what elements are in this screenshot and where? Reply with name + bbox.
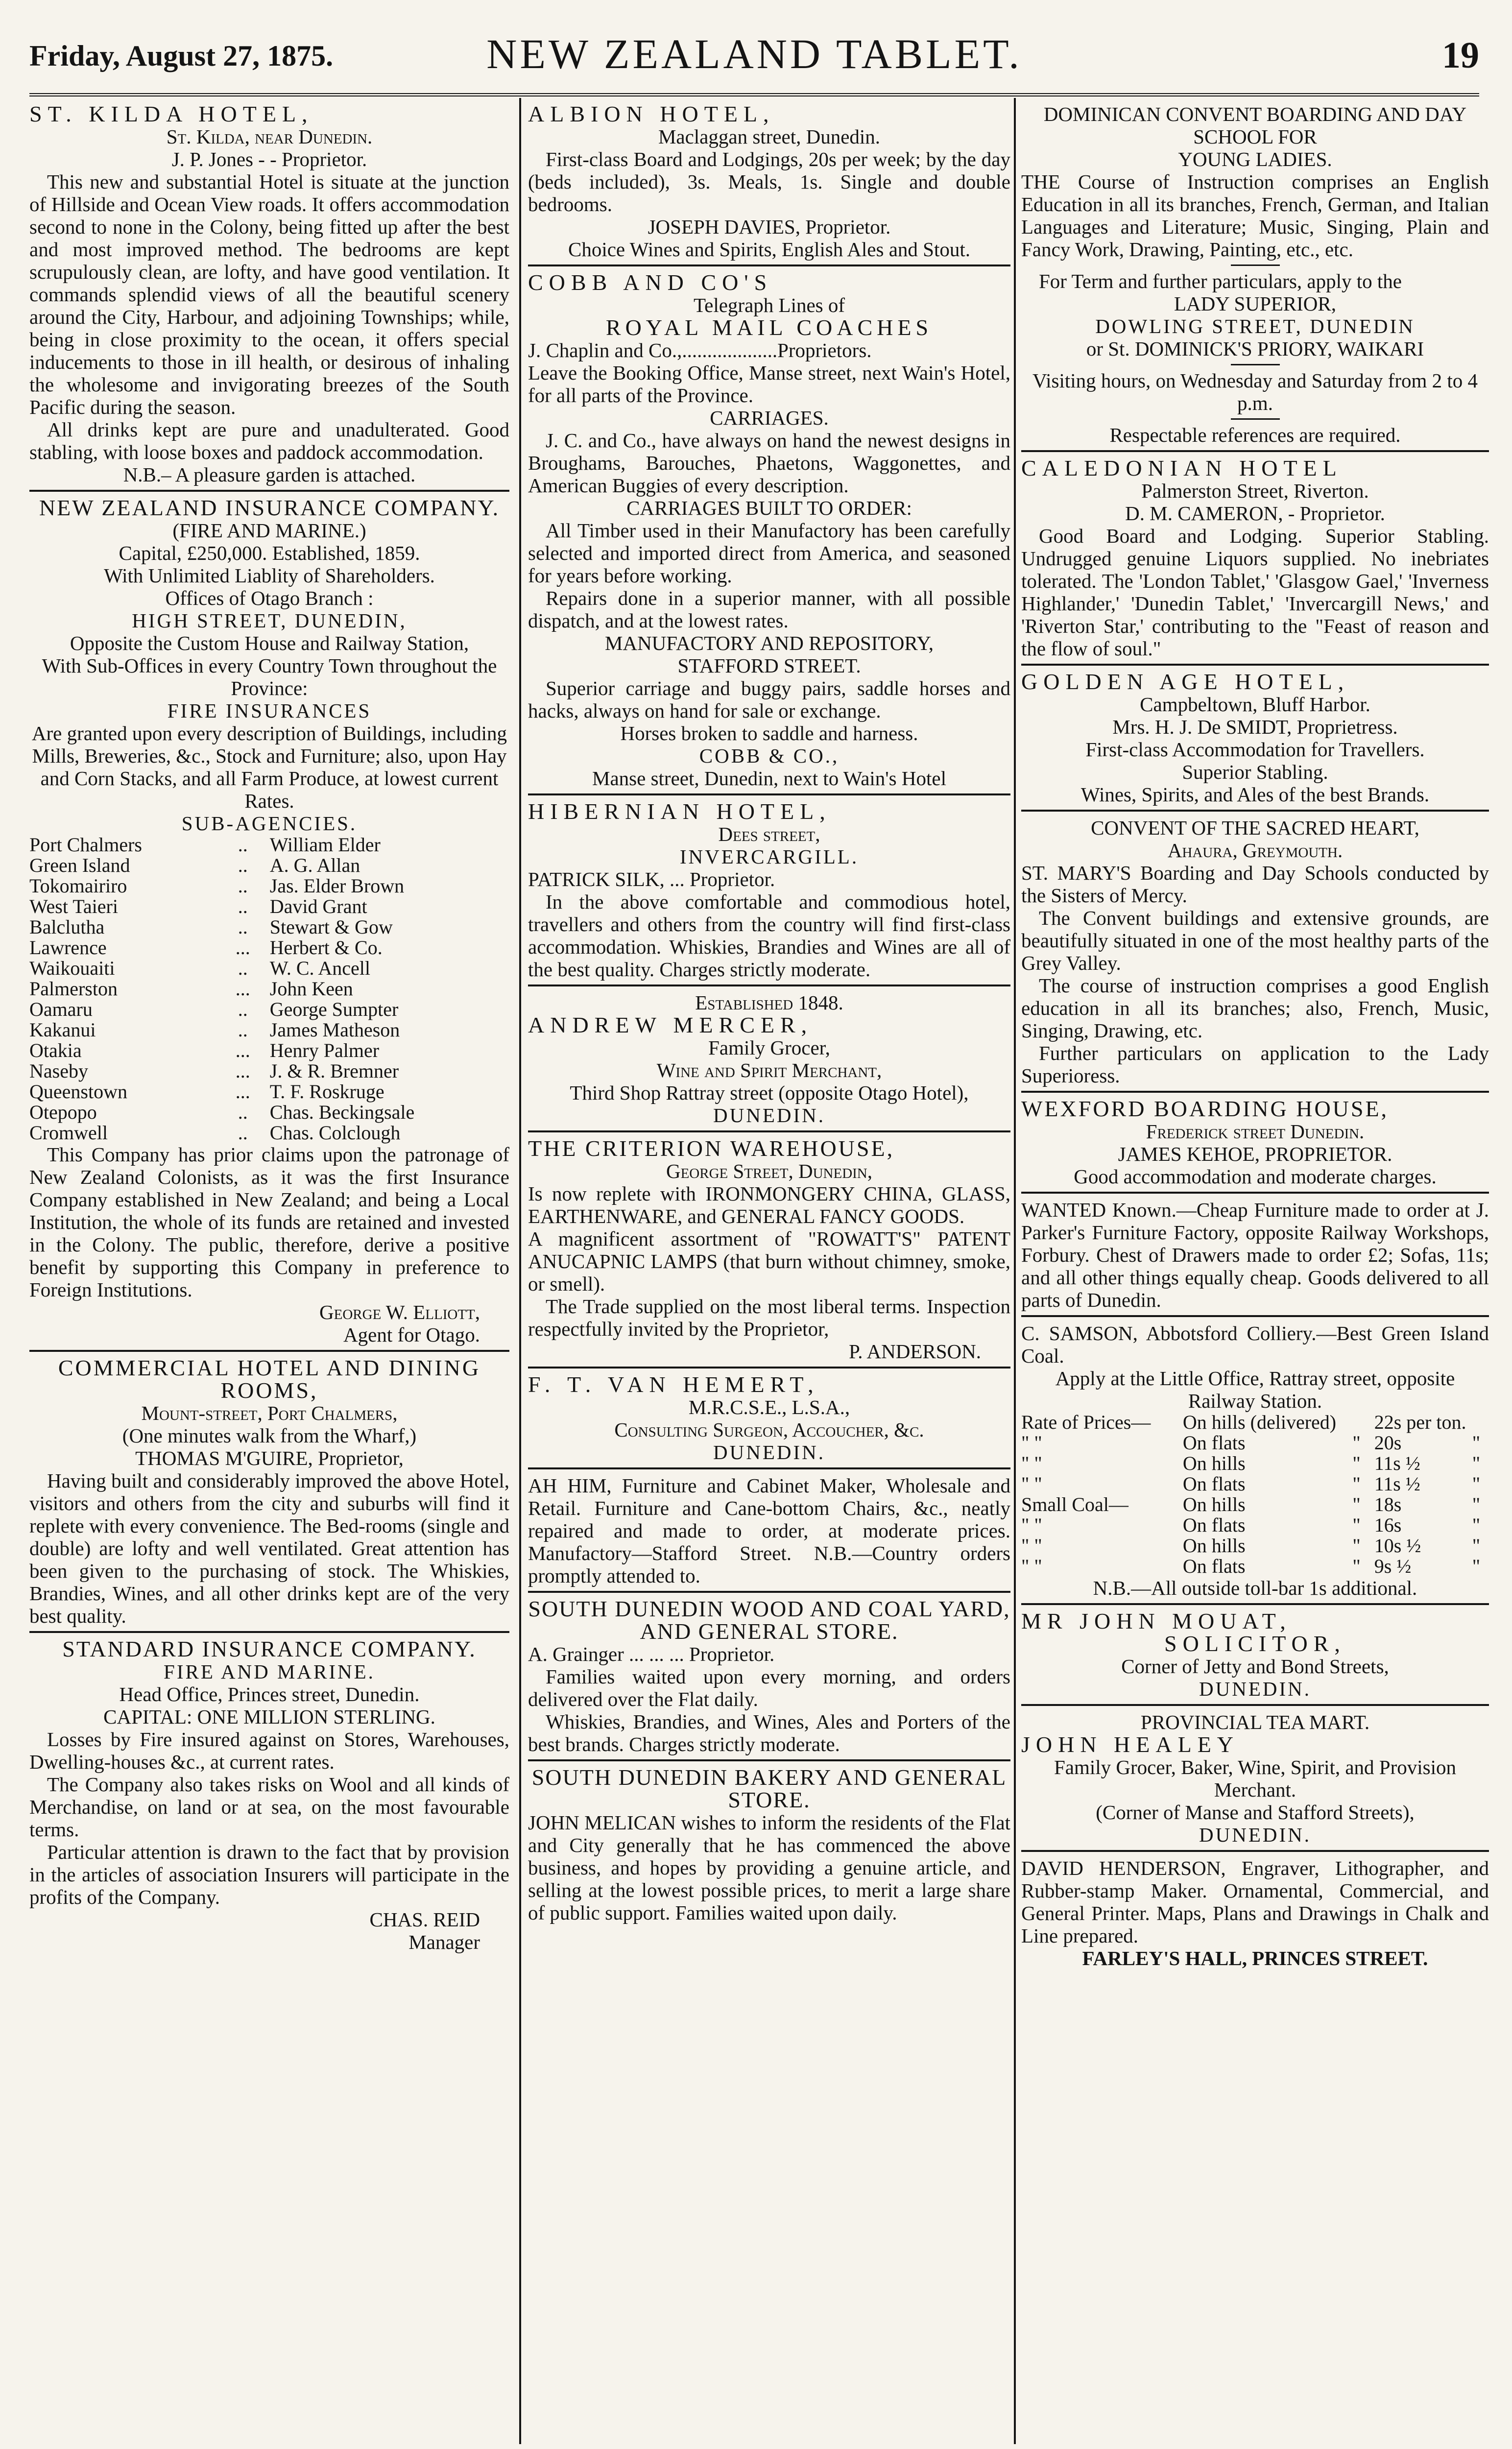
table-row [1021,1453,1489,1474]
table-row [1021,1474,1489,1494]
coal-header-cell: 22s per ton. [1374,1411,1466,1433]
agent-dots: .. [238,834,248,856]
agent-name: T. F. Roskruge [269,1080,384,1103]
ad-telegraph: Telegraph Lines of [693,294,845,316]
ad-heading: CONVENT OF THE SACRED HEART, [1091,816,1419,839]
ad-heading: NEW ZEALAND INSURANCE COMPANY. [39,495,500,520]
ad-suboffices: With Sub-Offices in every Country Town throughout the Province: [42,654,497,699]
ad-heading: JOHN HEALEY [1021,1732,1240,1757]
ad-repairs: Repairs done in a superior manner, with all possible dispatch, and at the lowest rates. [528,587,1010,632]
coal-price-cell: " [1352,1535,1361,1557]
coal-price-cell: On flats [1182,1432,1246,1454]
samson-coal-ad [1021,1317,1489,1605]
john-healey-ad [1021,1706,1489,1852]
ad-address: Campbeltown, Bluff Harbor. [1140,693,1370,716]
ad-address: Mount-street, Port Chalmers, [141,1402,398,1424]
ad-heading: CALEDONIAN HOTEL [1021,456,1343,480]
column-rule-1 [519,98,521,2444]
ad-signature: CHAS. REID [369,1908,480,1931]
agent-place: Lawrence [29,936,107,959]
ad-body: This new and substantial Hotel is situate at the junction of Hillside and Ocean View roads. It offers accommodation second to none in the Colony, being fitted up after the best and most improved method. The bedrooms are kept scrupulously clean, are lofty, and have good ventilation. It commands splendid views of all the beautiful scenery around the City, Harbour, and adjoining Townships; while, being in close proximity to the ocean, it offers special inducements to those in ill health, or desirous of inhaling the wholesome and invigorating breezes of the South Pacific during the season. [29,170,509,418]
ad-address: DOWLING STREET, DUNEDIN [1095,315,1415,337]
ad-town: DUNEDIN. [1199,1678,1311,1700]
ad-accommodation: First-class Accommodation for Travellers. [1085,738,1425,761]
table-row [29,1020,509,1040]
david-henderson-ad [1021,1852,1489,1973]
ad-address: HIGH STREET, DUNEDIN, [132,609,407,632]
ad-signature-title: Manager [408,1931,480,1953]
ad-body: Families waited upon every morning, and orders delivered over the Flat daily. [528,1665,1010,1710]
coal-header-cell: Rate of Prices— [1021,1411,1151,1433]
agent-place: Green Island [29,854,130,876]
van-hemert-ad [528,1369,1010,1469]
agent-dots: ... [235,1080,250,1103]
hibernian-hotel-ad [528,795,1010,986]
agent-name: Stewart & Gow [269,916,393,938]
ad-signature: George W. Elliott, [319,1301,480,1323]
table-row [1021,1536,1489,1556]
ad-heading: COBB AND CO'S [528,270,773,295]
bakery-ad [528,1761,1010,1928]
ad-proprietor: JOSEPH DAVIES, Proprietor. [648,216,891,238]
column-1 [29,98,509,2439]
coal-price-cell: " [1472,1535,1481,1557]
agent-dots: ... [235,1060,250,1082]
ad-priory: or St. DOMINICK'S PRIORY, WAIKARI [1086,337,1424,360]
ad-line: ROYAL MAIL COACHES [605,315,933,340]
agent-name: James Matheson [269,1019,400,1041]
ad-shop: Third Shop Rattray street (opposite Otago Hotel), [570,1081,969,1104]
ad-carriages-text: J. C. and Co., have always on hand the newest designs in Broughams, Barouches, Phaetons, Waggonettes, and American Buggies of every description. [528,429,1010,497]
coal-price-cell: 10s ½ [1374,1535,1421,1557]
ad-heading: SOUTH DUNEDIN WOOD AND COAL YARD, AND GENERAL STORE. [528,1596,1010,1644]
coal-price-table [1021,1412,1489,1577]
coal-price-cell: " [1352,1493,1361,1515]
ad-role: Consulting Surgeon, Accoucher, &c. [614,1418,924,1441]
ad-town: DUNEDIN. [713,1104,825,1127]
agent-dots: .. [238,854,248,876]
ad-address: Corner of Jetty and Bond Streets, [1121,1655,1389,1678]
ad-references: Respectable references are required. [1109,424,1401,446]
coal-price-cell: " [1352,1432,1361,1454]
coal-price-cell: " [1352,1555,1361,1577]
table-row [29,958,509,979]
criterion-warehouse-ad [528,1132,1010,1369]
ad-title: SOLICITOR, [1164,1631,1346,1656]
coal-price-cell: " [1472,1555,1481,1577]
coal-price-cell: On flats [1182,1514,1246,1536]
albion-hotel-ad [528,98,1010,266]
ad-proprietors: J. Chaplin and Co.,...................Proprietors. [528,339,872,361]
ad-corner: (Corner of Manse and Stafford Streets), [1096,1801,1415,1824]
ad-body: Is now replete with IRONMONGERY CHINA, GLASS, EARTHENWARE, and GENERAL FANCY GOODS. [528,1182,1010,1227]
agent-name: W. C. Ancell [269,957,370,979]
page-number: 19 [1442,35,1479,76]
ad-apply: Apply at the Little Office, Rattray street, opposite Railway Station. [1055,1367,1455,1412]
coal-price-cell: " " [1021,1452,1042,1474]
agent-name: William Elder [269,834,381,856]
ad-liability: With Unlimited Liablity of Shareholders. [104,564,435,587]
ad-walk: (One minutes walk from the Wharf,) [122,1424,417,1447]
coal-price-cell: 11s ½ [1374,1452,1420,1474]
agent-place: Palmerston [29,978,118,1000]
ad-heading: SOUTH DUNEDIN BAKERY AND GENERAL STORE. [531,1765,1007,1812]
ad-built: CARRIAGES BUILT TO ORDER: [626,497,912,519]
ad-trade: Family Grocer, Baker, Wine, Spirit, and Provision Merchant. [1054,1756,1457,1801]
ad-capital: CAPITAL: ONE MILLION STERLING. [103,1705,435,1728]
ad-body: The Convent buildings and extensive grounds, are beautifully situated in one of the most healthy parts of the Grey Valley. [1021,907,1489,974]
ad-heading: ALBION HOTEL, [528,101,775,126]
table-row [1021,1494,1489,1515]
agent-place: Kakanui [29,1019,96,1041]
ad-proprietor: PATRICK SILK, ... Proprietor. [528,868,775,890]
ad-body: First-class Board and Lodgings, 20s per week; by the day (beds included), 3s. Meals, 1s. Single and double bedrooms. [528,148,1010,216]
ad-heading: C. SAMSON, Abbotsford Colliery.—Best Green Island Coal. [1021,1322,1489,1367]
agent-place: Tokomairiro [29,875,127,897]
agent-place: Oamaru [29,998,93,1020]
table-row [29,876,509,896]
column-rule-2 [1014,98,1016,2444]
agent-place: Port Chalmers [29,834,142,856]
agents-table [29,835,509,1143]
ad-body: JOHN MELICAN wishes to inform the residents of the Flat and City generally that he has commenced the above business, and hopes by providing a genuine article, and selling at the lowest possible prices, to merit a large share of public support. Families waited upon daily. [528,1811,1010,1924]
coal-price-cell: " [1352,1452,1361,1474]
ad-wines: Wines, Spirits, and Ales of the best Brands. [1080,783,1430,806]
coal-price-cell: " " [1021,1535,1042,1557]
ad-heading: DOMINICAN CONVENT BOARDING AND DAY SCHOOL FOR [1043,103,1467,148]
issue-date: Friday, August 27, 1875. [29,40,334,72]
coal-price-cell: " [1352,1473,1361,1495]
ad-heading: MR JOHN MOUAT, [1021,1609,1292,1633]
coal-price-cell: On hills [1182,1535,1246,1557]
ad-body: THE Course of Instruction comprises an English Education in all its branches, French, German, and Italian Languages and Literature; Music, Singing, Plain and Fancy Work, Drawing, Painting, etc., etc. [1021,170,1489,261]
column-2 [528,98,1010,2439]
ad-agencies-heading: SUB-AGENCIES. [181,812,358,835]
ad-body: Good Board and Lodging. Superior Stabling. Undrugged genuine Liquors supplied. No inebriates tolerated. The 'London Tablet,' 'Glasgow Gael,' 'Inverness Highlander,' 'Dunedin Tablet,' 'Invercargill News,' and 'Riverton Star,' contributing to the "Feast of reason and the flow of soul." [1021,525,1489,660]
coal-price-cell: " [1472,1432,1481,1454]
agent-dots: .. [238,957,248,979]
agent-dots: .. [238,1122,248,1144]
ad-heading: ANDREW MERCER, [528,1012,813,1037]
coal-price-cell: " [1472,1473,1481,1495]
ad-heading: WEXFORD BOARDING HOUSE, [1021,1096,1389,1121]
caledonian-hotel-ad [1021,452,1489,666]
agent-name: J. & R. Bremner [269,1060,399,1082]
column-3 [1021,98,1489,2439]
coal-price-cell: " [1472,1514,1481,1536]
table-row [1021,1433,1489,1453]
table-row [29,1081,509,1102]
agent-dots: .. [238,1019,248,1041]
table-row [29,1123,509,1143]
agent-dots: .. [238,998,248,1020]
ad-heading: STANDARD INSURANCE COMPANY. [62,1636,477,1661]
ad-mart: PROVINCIAL TEA MART. [1140,1711,1370,1733]
ad-office: Head Office, Princes street, Dunedin. [119,1683,420,1705]
ad-heading: ST. KILDA HOTEL, [29,101,313,126]
wood-coal-yard-ad [528,1593,1010,1761]
ad-fire-text: Are granted upon every description of Buildings, including Mills, Breweries, &c., Stock and Furniture; also, upon Hay and Corn Stacks, and all Farm Produce, at lowest current Rates. [31,722,507,812]
st-kilda-hotel-ad [29,98,509,492]
ad-closing: This Company has prior claims upon the patronage of New Zealand Colonists, as it was the first Insurance Company established in New Zealand; and being a Local Institution, the whole of its funds are retained and invested in the Colony. The public, therefore, derive a positive benefit by supporting this Company in preference to Foreign Institutions. [29,1143,509,1301]
table-row [29,979,509,999]
coal-price-cell: " " [1021,1473,1042,1495]
table-row [29,1061,509,1081]
ad-body: The course of instruction comprises a good English education in all its branches; also, French, Music, Singing, Drawing, etc. [1021,974,1489,1042]
agent-name: Chas. Beckingsale [269,1101,415,1123]
coal-price-cell: 16s [1374,1514,1402,1536]
newspaper-title: NEW ZEALAND TABLET. [486,30,1022,77]
ad-carriages: CARRIAGES. [710,407,829,429]
ad-superior: LADY SUPERIOR, [1174,292,1337,315]
coal-price-cell: On flats [1182,1555,1246,1577]
ad-proprietor: JAMES KEHOE, PROPRIETOR. [1118,1143,1392,1165]
ad-body: AH HIM, Furniture and Cabinet Maker, Wholesale and Retail. Furniture and Cane-bottom Chairs, &c., neatly repaired and made to order, at moderate prices. Manufactory—Stafford Street. N.B.—Country orders promptly attended to. [528,1474,1010,1587]
ad-trade: Family Grocer, [708,1036,830,1059]
ad-superior: Superior carriage and buggy pairs, saddle horses and hacks, always on hand for sale or exchange. [528,677,1010,722]
ad-address: Maclaggan street, Dunedin. [658,125,881,148]
ad-fire-heading: FIRE INSURANCES [167,699,372,722]
coal-price-cell: " [1472,1493,1481,1515]
ad-owner: Mrs. H. J. De SMIDT, Proprietress. [1112,716,1398,738]
nz-insurance-ad [29,492,509,1352]
table-row [29,896,509,917]
ad-trade: The Trade supplied on the most liberal terms. Inspection respectfully invited by the Proprietor, [528,1295,1010,1340]
ad-body: Whiskies, Brandies, and Wines, Ales and Porters of the best brands. Charges strictly moderate. [528,1710,1010,1755]
ad-subheading: FIRE AND MARINE. [164,1660,375,1683]
wexford-boarding-house-ad [1021,1093,1489,1194]
ad-heading: F. T. VAN HEMERT, [528,1372,819,1397]
ad-body: WANTED Known.—Cheap Furniture made to order at J. Parker's Furniture Factory, opposite Railway Workshops, Forbury. Chest of Drawers made to order £2; Sofas, 11s; and all other things equally cheap. Goods delivered to all parts of Dunedin. [1021,1199,1489,1311]
coal-price-cell: On hills [1182,1452,1246,1474]
ad-sign: COBB & CO., [699,744,840,767]
table-row [29,855,509,876]
ad-visiting: Visiting hours, on Wednesday and Saturday from 2 to 4 p.m. [1032,369,1478,414]
ad-established: Established 1848. [695,991,843,1014]
ad-terms: For Term and further particulars, apply to the [1039,270,1402,292]
coal-price-cell: On flats [1182,1473,1246,1495]
coal-price-cell: On hills [1182,1493,1246,1515]
standard-insurance-ad [29,1633,509,1957]
agent-name: Herbert & Co. [269,936,383,959]
rule [1231,364,1280,365]
masthead [29,0,1479,108]
ad-signature-title: Agent for Otago. [343,1323,480,1346]
john-mouat-ad [1021,1605,1489,1706]
ad-address: FARLEY'S HALL, PRINCES STREET. [1082,1947,1428,1969]
ad-proprietor: D. M. CAMERON, - Proprietor. [1125,502,1385,525]
coal-price-cell: 9s ½ [1374,1555,1412,1577]
ad-heading-2: YOUNG LADIES. [1178,148,1332,170]
table-row [29,937,509,958]
ad-wines: Choice Wines and Spirits, English Ales and Stout. [568,238,970,261]
agent-place: Otepopo [29,1101,97,1123]
ad-merchant: Wine and Spirit Merchant, [656,1059,882,1081]
coal-price-cell: " [1472,1452,1481,1474]
ad-note: N.B.– A pleasure garden is attached. [123,463,416,486]
coal-price-cell: 11s ½ [1374,1473,1420,1495]
ad-place: Ahaura, Greymouth. [1167,839,1343,862]
ah-him-ad [528,1469,1010,1593]
agent-place: West Taieri [29,895,118,917]
ad-body: Further particulars on application to the Lady Superioress. [1021,1042,1489,1087]
agent-dots: ... [235,1039,250,1061]
agent-dots: ... [235,936,250,959]
rule [1231,418,1280,420]
ad-sign-address: Manse street, Dunedin, next to Wain's Hotel [592,767,946,790]
ad-offices: Offices of Otago Branch : [165,587,374,609]
ad-body: ST. MARY'S Boarding and Day Schools conducted by the Sisters of Mercy. [1021,862,1489,907]
agent-place: Waikouaiti [29,957,115,979]
ad-town: DUNEDIN. [713,1441,825,1464]
ad-body: The Company also takes risks on Wool and all kinds of Merchandise, on land or at sea, on the most favourable terms. [29,1773,509,1841]
sacred-heart-convent-ad [1021,812,1489,1093]
agent-name: Jas. Elder Brown [269,875,405,897]
coal-price-cell: " [1352,1514,1361,1536]
ad-address: George Street, Dunedin, [666,1160,873,1182]
ad-street: Frederick street Dunedin. [1146,1120,1365,1143]
ad-town: INVERCARGILL. [679,845,859,868]
agent-name: Henry Palmer [269,1039,380,1061]
rule [1231,264,1280,266]
ad-proprietor: THOMAS M'GUIRE, Proprietor, [135,1447,404,1469]
dominican-convent-ad [1021,98,1489,452]
ad-built-text: All Timber used in their Manufactory has been carefully selected and imported direct from America, and seasoned for years before working. [528,519,1010,587]
agent-place: Queenstown [29,1080,127,1103]
ad-manufactory: MANUFACTORY AND REPOSITORY, [605,632,934,654]
ad-proprietor: A. Grainger ... ... ... Proprietor. [528,1643,775,1665]
table-row [1021,1515,1489,1536]
andrew-mercer-ad [528,986,1010,1132]
ad-opposite: Opposite the Custom House and Railway Station, [70,632,469,654]
table-row [29,835,509,855]
golden-age-hotel-ad [1021,666,1489,812]
agent-dots: .. [238,895,248,917]
ad-qualifications: M.R.C.S.E., L.S.A., [688,1396,850,1418]
table-row [29,999,509,1020]
ad-stabling: Superior Stabling. [1182,761,1328,783]
ad-stafford: STAFFORD STREET. [677,654,861,677]
coal-price-cell: " " [1021,1514,1042,1536]
agent-place: Cromwell [29,1122,108,1144]
ad-body: Good accommodation and moderate charges. [1074,1165,1437,1188]
ad-body: DAVID HENDERSON, Engraver, Lithographer, and Rubber-stamp Maker. Ornamental, Commercial, and General Printer. Maps, Plans and Drawings in Chalk and Line prepared. [1021,1857,1489,1947]
wanted-furniture-ad [1021,1194,1489,1317]
agent-name: A. G. Allan [269,854,360,876]
agent-dots: ... [235,978,250,1000]
coal-price-cell: " " [1021,1432,1042,1454]
ad-signature: P. ANDERSON. [849,1340,981,1363]
ad-capital: Capital, £250,000. Established, 1859. [119,542,420,564]
agent-name: Chas. Colclough [269,1122,401,1144]
ad-location: St. Kilda, near Dunedin. [166,125,373,148]
table-row [1021,1556,1489,1577]
coal-price-cell: Small Coal— [1021,1493,1128,1515]
ad-heading: HIBERNIAN HOTEL, [528,799,831,824]
ad-lamps: A magnificent assortment of "ROWATT'S" PATENT ANUCAPNIC LAMPS (that burn without chimney, smoke, or smell). [528,1227,1010,1295]
commercial-hotel-ad [29,1352,509,1633]
ad-note: N.B.—All outside toll-bar 1s additional. [1093,1577,1417,1599]
coal-price-cell: " " [1021,1555,1042,1577]
table-row [29,1040,509,1061]
agent-dots: .. [238,1101,248,1123]
agent-place: Balclutha [29,916,105,938]
coal-header-cell: On hills (delivered) [1182,1411,1337,1433]
masthead-rule [29,93,1479,96]
agent-dots: .. [238,875,248,897]
agent-name: David Grant [269,895,367,917]
cobb-and-co-ad [528,266,1010,795]
ad-street: Dees street, [718,823,820,845]
agent-place: Naseby [29,1060,88,1082]
ad-address: Palmerston Street, Riverton. [1141,480,1369,502]
agent-name: John Keen [269,978,353,1000]
agent-dots: .. [238,916,248,938]
ad-horses: Horses broken to saddle and harness. [620,722,918,744]
agent-name: George Sumpter [269,998,399,1020]
ad-proprietor: J. P. Jones - - Proprietor. [171,148,367,170]
coal-price-header [1021,1412,1489,1433]
ad-body: Losses by Fire insured against on Stores, Warehouses, Dwelling-houses &c., at current rates. [29,1728,509,1773]
ad-body: Particular attention is drawn to the fact that by provision in the articles of association Insurers will participate in the profits of the Company. [29,1841,509,1908]
ad-town: DUNEDIN. [1199,1824,1311,1846]
ad-booking: Leave the Booking Office, Manse street, next Wain's Hotel, for all parts of the Province. [528,361,1010,407]
coal-price-cell: 20s [1374,1432,1402,1454]
ad-body: Having built and considerably improved the above Hotel, visitors and others from the city and suburbs will find it replete with every convenience. The Bed-rooms (single and double) are lofty and well ventilated. Great attention has been given to the purchasing of stock. The Whiskies, Brandies, Wines, and all other drinks kept are of the very best quality. [29,1469,509,1627]
coal-price-cell: 18s [1374,1493,1402,1515]
agent-place: Otakia [29,1039,82,1061]
ad-body: All drinks kept are pure and unadulterated. Good stabling, with loose boxes and paddock accommodation. [29,418,509,463]
ad-heading: THE CRITERION WAREHOUSE, [528,1136,895,1161]
ad-body: In the above comfortable and commodious hotel, travellers and others from the country will find first-class accommodation. Whiskies, Brandies and Wines are all of the best quality. Charges strictly moderate. [528,890,1010,981]
table-row [29,917,509,937]
ad-heading: COMMERCIAL HOTEL AND DINING ROOMS, [58,1355,481,1403]
ad-subheading: (FIRE AND MARINE.) [172,519,366,542]
table-row [29,1102,509,1123]
ad-heading: GOLDEN AGE HOTEL, [1021,669,1350,694]
